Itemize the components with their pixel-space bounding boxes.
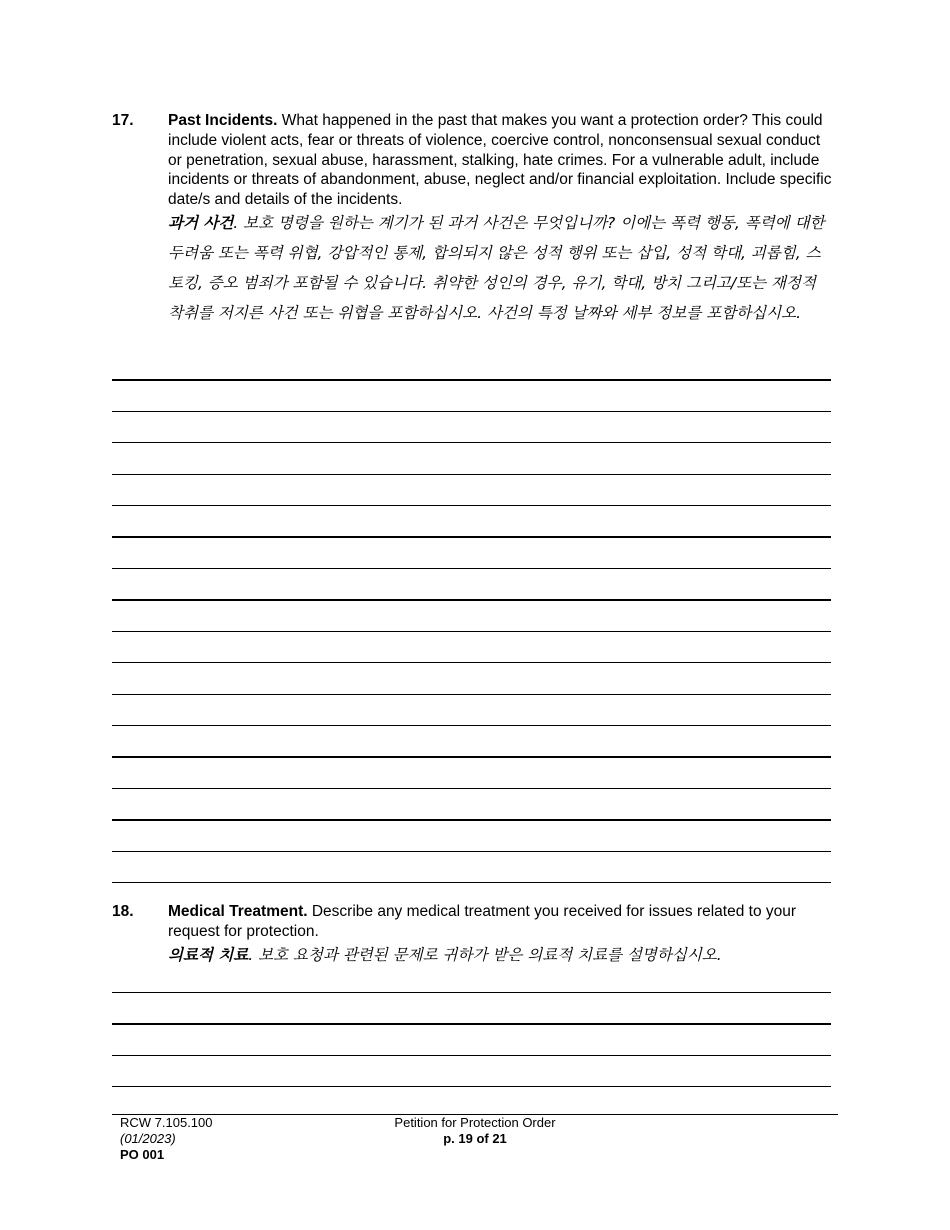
answer-line[interactable]: [112, 662, 831, 663]
footer-left: [120, 1115, 213, 1163]
question-text-en: [168, 902, 832, 942]
question-18: [112, 902, 832, 970]
answer-line[interactable]: [112, 379, 831, 381]
question-text-ko: [168, 208, 832, 328]
footer-doc-title: Petition for Protection Order: [394, 1115, 556, 1130]
answer-line[interactable]: [112, 631, 831, 632]
question-body: [168, 902, 832, 970]
answer-line[interactable]: [112, 536, 831, 538]
question-description: Describe any medical treatment you received for issues related to your request for protection.: [168, 903, 797, 940]
answer-line[interactable]: [112, 694, 831, 695]
answer-line[interactable]: [112, 599, 831, 601]
question-body: [168, 111, 832, 328]
question-title-ko: 의료적 치료: [168, 945, 249, 964]
answer-line[interactable]: [112, 882, 831, 883]
answer-line[interactable]: [112, 851, 831, 852]
question-number: 17.: [112, 112, 134, 129]
question-description-ko: . 보호 요청과 관련된 문제로 귀하가 받은 의료적 치료를 설명하십시오.: [248, 945, 722, 964]
question-number: 18.: [112, 903, 134, 920]
footer-form-id: PO 001: [120, 1147, 165, 1162]
answer-line[interactable]: [112, 474, 831, 475]
footer-page-number: p. 19 of 21: [443, 1131, 507, 1146]
answer-line[interactable]: [112, 1023, 831, 1025]
question-17: [112, 111, 832, 328]
answer-line[interactable]: [112, 1086, 831, 1087]
question-text-ko: [168, 940, 832, 970]
answer-line[interactable]: [112, 788, 831, 789]
question-description-ko: . 보호 명령을 원하는 계기가 된 과거 사건은 무엇입니까? 이에는 폭력 행동, 폭력에 대한 두려움 또는 폭력 위협, 강압적인 통제, 합의되지 않은 성적 행위 또는 삽입, 성적 학대, 괴롭힘, 스토킹, 증오 범죄가 포함될 수 있습니다. 취약한 성인의 경우, 유기, 학대, 방치 그리고/또는 재정적 착취를 저지른 사건 또는 위협을 포함하십시오. 사건의 특정 날짜와 세부 정보를 포함하십시오.: [168, 213, 825, 322]
answer-line[interactable]: [112, 568, 831, 569]
question-title: Medical Treatment.: [168, 903, 308, 920]
answer-line[interactable]: [112, 992, 831, 993]
answer-line[interactable]: [112, 756, 831, 758]
answer-line[interactable]: [112, 725, 831, 726]
answer-line[interactable]: [112, 819, 831, 821]
footer-date: (01/2023): [120, 1131, 176, 1146]
answer-line[interactable]: [112, 411, 831, 412]
answer-line[interactable]: [112, 442, 831, 443]
question-text-en: [168, 111, 832, 210]
answer-line[interactable]: [112, 505, 831, 506]
question-title-ko: 과거 사건: [168, 213, 234, 232]
answer-line[interactable]: [112, 1055, 831, 1056]
footer-center: [360, 1115, 590, 1147]
question-description: What happened in the past that makes you want a protection order? This could include violent acts, fear or threats of violence, coercive control, nonconsensual sexual conduct or penetration, sexual abuse, harassment, stalking, hate crimes. For a vulnerable adult, include incidents or threats of abandonment, abuse, neglect and/or financial exploitation. Include specific date/s and details of the incidents.: [168, 112, 832, 209]
footer-rcw: RCW 7.105.100: [120, 1115, 213, 1130]
question-title: Past Incidents.: [168, 112, 278, 129]
